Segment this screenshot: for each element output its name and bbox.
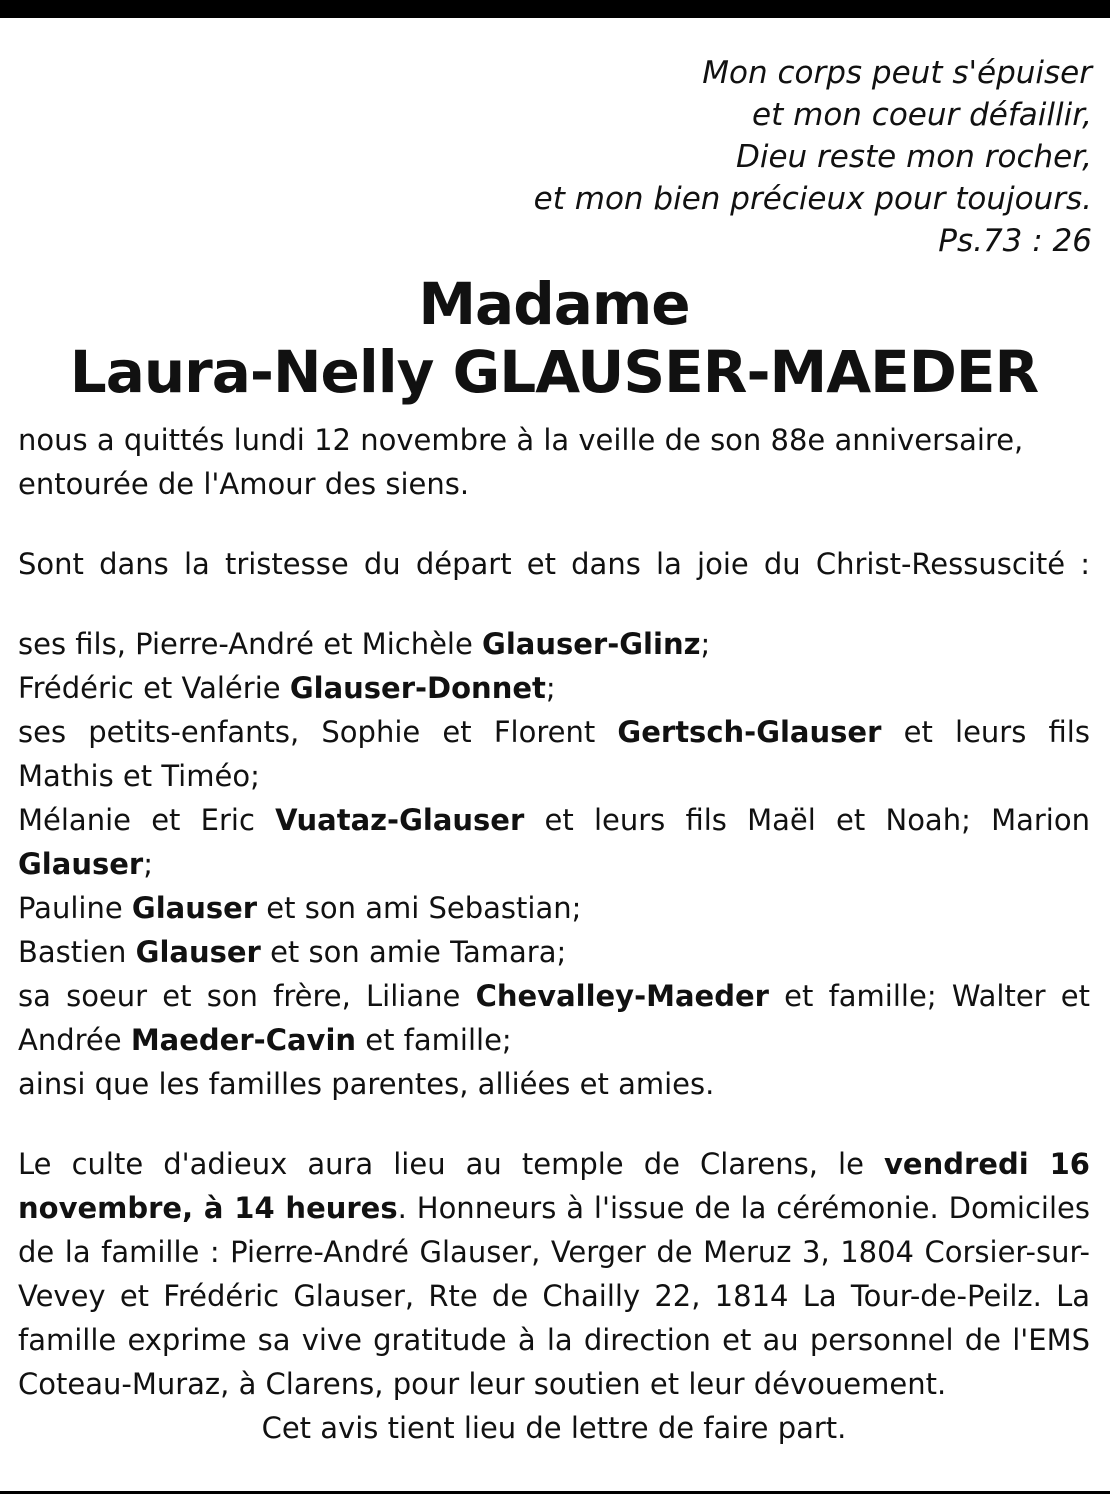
family-entry: [18, 710, 1090, 798]
family-text: ;: [143, 847, 153, 881]
family-text: et son ami Sebastian;: [257, 891, 582, 925]
family-name: Gertsch-Glauser: [617, 715, 882, 749]
mourners-intro: Sont dans la tristesse du départ et dans la joie du Christ-Ressuscité :: [18, 547, 1090, 581]
family-text: Marion: [991, 803, 1090, 837]
bottom-border-rule: [0, 1491, 1110, 1494]
family-entry: [18, 886, 1090, 930]
service-text: . Honneurs à l'issue de la cérémonie. Domiciles de la famille : Pierre-André Glauser, Verger de Meruz 3, 1804 Corsier-sur-Vevey et Frédéric Glauser, Rte de Chailly 22, 1814 La Tour-de-Peilz. La famille exprime sa vive gratitude à la direction et au personnel de l'EMS Coteau-Muraz, à Clarens, pour leur soutien et leur dévouement.: [18, 1191, 1091, 1401]
family-text: et famille;: [768, 979, 937, 1013]
verse-line: et mon bien précieux pour toujours.: [533, 181, 1092, 217]
service-datetime: vendredi 16 novembre, à 14 heures: [18, 1147, 1090, 1225]
family-name: Chevalley-Maeder: [475, 979, 769, 1013]
family-name: Glauser-Glinz: [482, 627, 701, 661]
service-text: Le culte d'adieux aura lieu au temple de Clarens, le: [18, 1147, 885, 1181]
family-text: et son amie Tamara;: [260, 935, 567, 969]
family-name: Glauser: [131, 891, 258, 925]
family-text: ses fils, Pierre-André et Michèle: [18, 627, 483, 661]
top-border-rule: [0, 0, 1110, 18]
verse-line: Dieu reste mon rocher,: [735, 139, 1092, 175]
family-entry: [18, 930, 1090, 974]
family-name: Maeder-Cavin: [130, 1023, 357, 1057]
family-entry: [18, 798, 1090, 886]
closing-line: Cet avis tient lieu de lettre de faire part.: [261, 1411, 847, 1445]
family-entry: [18, 666, 1090, 710]
family-text: ses petits-enfants, Sophie et Florent: [18, 715, 618, 749]
verse-line: et mon coeur défaillir,: [752, 97, 1092, 133]
intro-line: nous a quittés lundi 12 novembre à la veille de son 88e anniversaire,: [18, 423, 1024, 457]
notice-body: [18, 418, 1090, 1450]
family-name: Glauser: [135, 935, 261, 969]
deceased-name: Laura-Nelly GLAUSER-MAEDER: [69, 338, 1039, 406]
honorific-title: Madame: [418, 270, 690, 338]
family-entry: [18, 974, 1090, 1062]
service-details: [18, 1142, 1090, 1406]
family-text: et leurs fils Mathis et Timéo;: [18, 715, 1090, 793]
family-text: et leurs fils Maël et Noah;: [524, 803, 971, 837]
intro-line: entourée de l'Amour des siens.: [18, 467, 470, 501]
deceased-heading: [18, 270, 1090, 406]
family-entry: [18, 622, 1090, 666]
family-text: Walter et Andrée: [18, 979, 1091, 1057]
psalm-verse: [18, 52, 1092, 262]
family-name: Glauser: [18, 847, 144, 881]
family-text: Frédéric et Valérie: [18, 671, 290, 705]
family-text: Pauline: [18, 891, 132, 925]
family-text: et famille;: [356, 1023, 512, 1057]
family-name: Glauser-Donnet: [289, 671, 546, 705]
family-text: ;: [700, 627, 711, 661]
family-name: Vuataz-Glauser: [275, 803, 525, 837]
relatives-line: ainsi que les familles parentes, alliées et amies.: [18, 1067, 715, 1101]
verse-reference: Ps.73 : 26: [938, 223, 1092, 259]
verse-line: Mon corps peut s'épuiser: [702, 55, 1092, 91]
family-text: sa soeur et son frère, Liliane: [18, 979, 476, 1013]
family-text: Mélanie et Eric: [18, 803, 276, 837]
family-text: Bastien: [18, 935, 136, 969]
obituary-notice: [18, 52, 1090, 1450]
family-text: ;: [545, 671, 556, 705]
